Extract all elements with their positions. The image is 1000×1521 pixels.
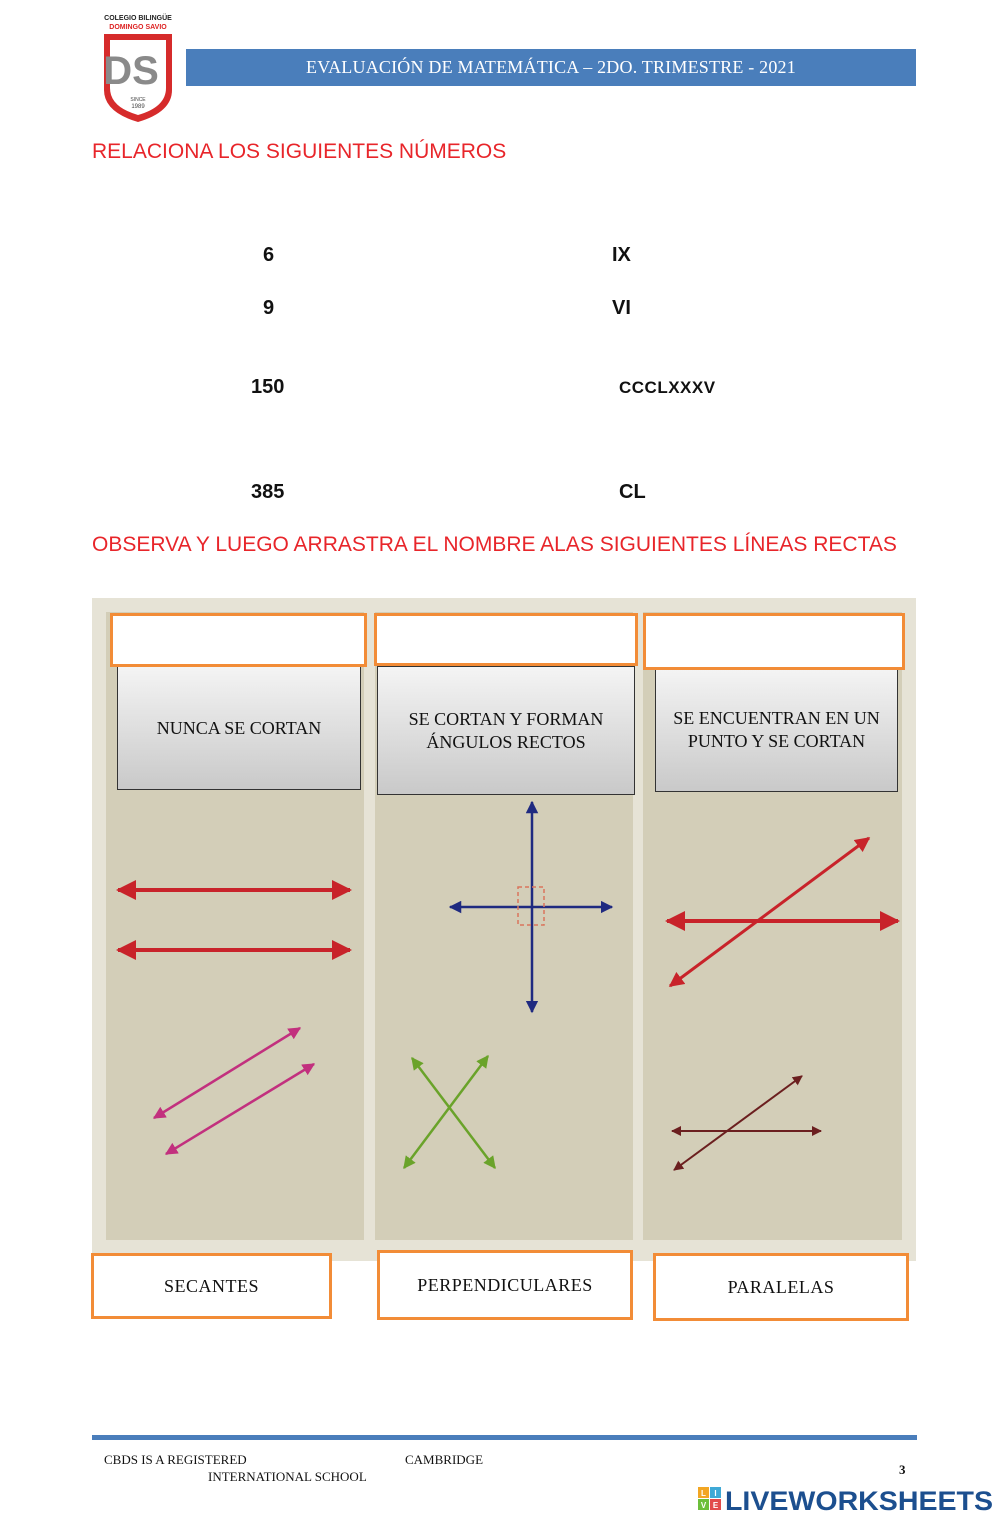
description-box: SE CORTAN Y FORMAN ÁNGULOS RECTOS	[377, 666, 635, 795]
answer-paralelas[interactable]: PARALELAS	[653, 1253, 909, 1321]
description-box: SE ENCUENTRAN EN UN PUNTO Y SE CORTAN	[655, 668, 898, 792]
parallel-line	[166, 1064, 314, 1154]
shield-icon	[98, 12, 178, 124]
answer-perpendiculares[interactable]: PERPENDICULARES	[377, 1250, 633, 1320]
logo-letters: DS	[103, 49, 159, 93]
lines-image-panel	[92, 598, 916, 1261]
liveworksheets-logo-icon	[698, 1484, 996, 1516]
roman-item[interactable]: IX	[612, 244, 631, 266]
badge-letter: E	[712, 1501, 719, 1510]
page-title: EVALUACIÓN DE MATEMÁTICA – 2DO. TRIMESTRE - 2021	[186, 49, 916, 86]
parallel-line	[154, 1028, 300, 1118]
footer-divider	[92, 1435, 917, 1440]
school-name-line2: DOMINGO SAVIO	[109, 24, 167, 31]
perpendicular-line	[412, 1058, 495, 1168]
badge-letter: L	[701, 1489, 706, 1498]
roman-item[interactable]: CCCLXXXV	[619, 378, 716, 397]
section2-heading: OBSERVA Y LUEGO ARRASTRA EL NOMBRE ALAS SIGUIENTES LÍNEAS RECTAS	[92, 533, 897, 556]
watermark-brand: LIVEWORKSHEETS	[725, 1486, 993, 1516]
liveworksheets-watermark	[698, 1484, 996, 1516]
badge-letter: V	[700, 1501, 707, 1510]
roman-item[interactable]: CL	[619, 481, 646, 503]
number-item[interactable]: 385	[251, 481, 285, 503]
footer-text-line1: CBDS IS A REGISTERED	[104, 1452, 247, 1467]
number-item[interactable]: 9	[263, 297, 275, 319]
roman-item[interactable]: VI	[612, 297, 631, 319]
secant-line	[674, 1076, 802, 1170]
school-logo	[98, 12, 178, 124]
footer-text-cambridge: CAMBRIDGE	[405, 1452, 484, 1467]
footer-text-line2: INTERNATIONAL SCHOOL	[208, 1469, 367, 1484]
badge-letter: I	[714, 1489, 717, 1498]
since-year: 1989	[131, 104, 145, 110]
number-item[interactable]: 150	[251, 376, 285, 398]
lines-illustration	[92, 598, 916, 1261]
number-item[interactable]: 6	[263, 244, 275, 266]
section1-heading: RELACIONA LOS SIGUIENTES NÚMEROS	[92, 140, 507, 163]
page-number: 3	[899, 1462, 906, 1477]
school-name-line1: COLEGIO BILINGÜE	[104, 15, 172, 22]
secant-line	[670, 838, 869, 986]
description-box: NUNCA SE CORTAN	[117, 666, 361, 790]
answer-secantes[interactable]: SECANTES	[91, 1253, 332, 1319]
perpendicular-line	[404, 1056, 488, 1168]
since-label: SINCE	[130, 97, 146, 103]
